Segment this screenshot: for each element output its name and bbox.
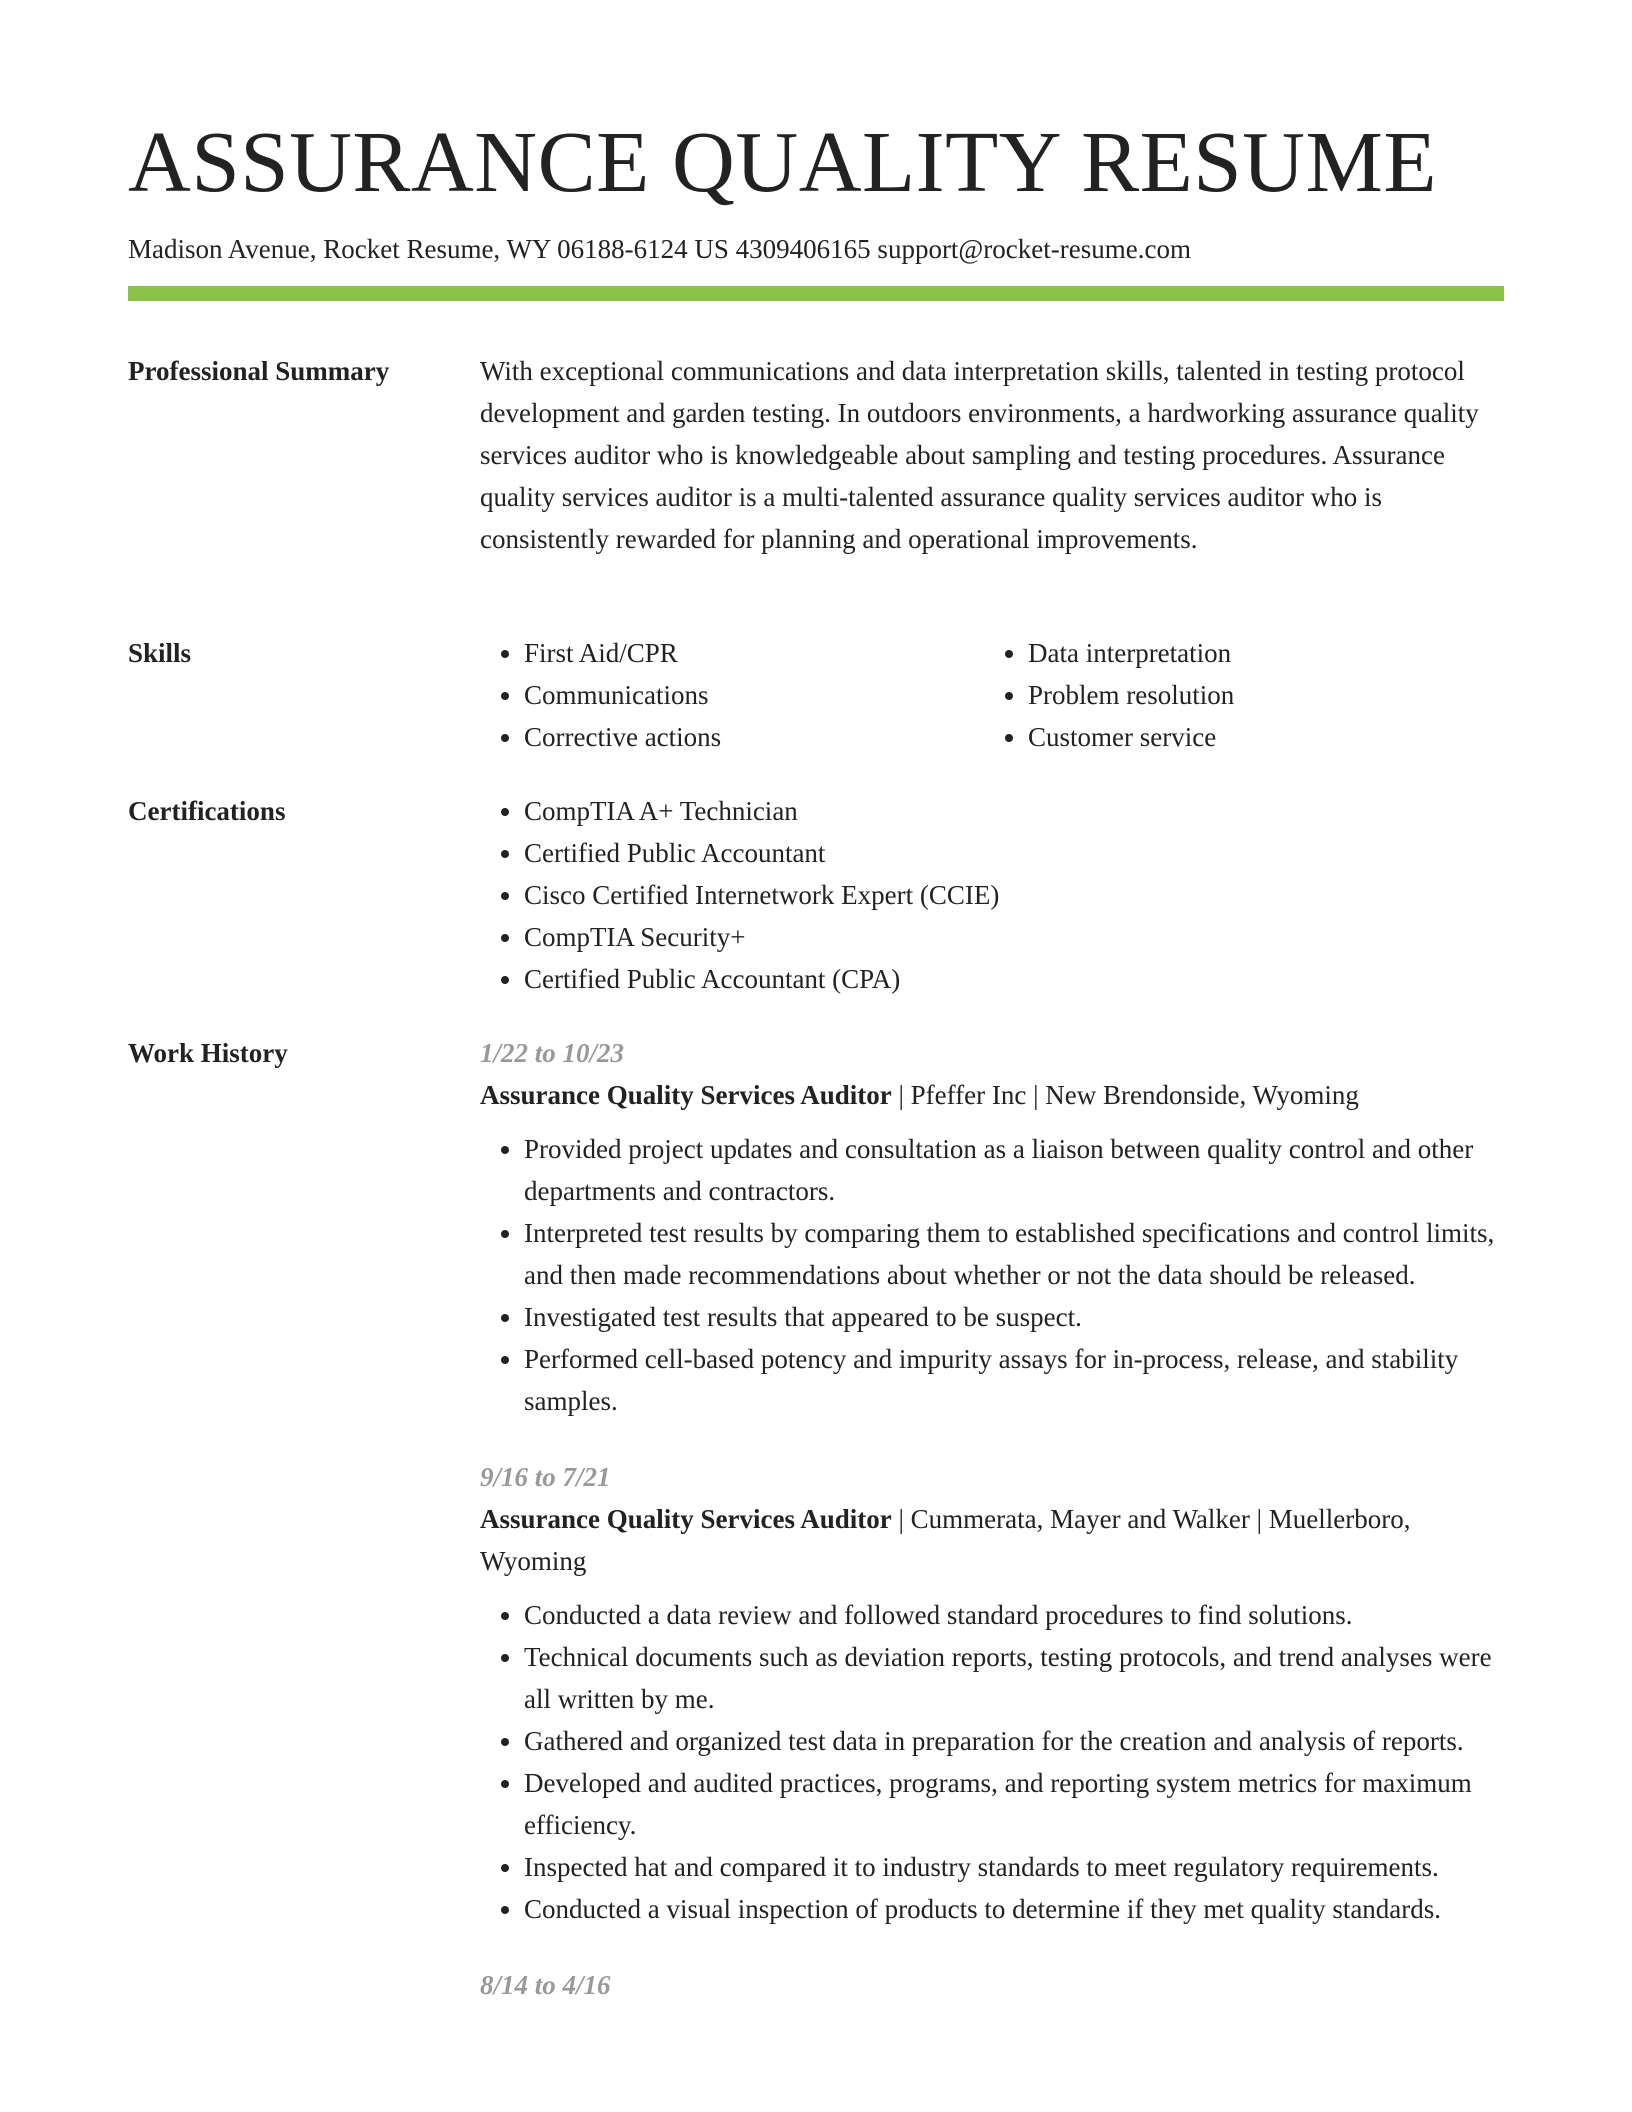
job-title: Assurance Quality Services Auditor [480,1504,892,1534]
job-dates: 1/22 to 10/23 [480,1038,625,1068]
job-details: | Cummerata, Mayer and Walker | Muellerboro, Wyoming [480,1504,1411,1576]
job-heading [480,1074,1504,1116]
certification-item: • CompTIA Security+ [524,916,1504,958]
summary-text: With exceptional communications and data interpretation skills, talented in testing protocol development and garden testing. In outdoors environments, a hardworking assurance quality services auditor who is knowledgeable about sampling and testing procedures. Assurance quality services auditor is a multi-talented assurance quality services auditor who is consistently rewarded for planning and operational improvements. [480,356,1479,554]
job-bullet: • Performed cell-based potency and impurity assays for in-process, release, and stability samples. [524,1338,1504,1422]
job-bullet: • Gathered and organized test data in preparation for the creation and analysis of reports. [524,1720,1504,1762]
job-bullet: • Inspected hat and compared it to industry standards to meet regulatory requirements. [524,1846,1504,1888]
skill-item: • Customer service [1028,716,1488,758]
job-bullet: • Technical documents such as deviation reports, testing protocols, and trend analyses were all written by me. [524,1636,1504,1720]
job-details: | Pfeffer Inc | New Brendonside, Wyoming [891,1080,1359,1110]
job-entry [480,1032,1504,1422]
certification-item: • Cisco Certified Internetwork Expert (CCIE) [524,874,1504,916]
job-bullet: • Developed and audited practices, programs, and reporting system metrics for maximum efficiency. [524,1762,1504,1846]
job-bullet: • Interpreted test results by comparing them to established specifications and control limits, and then made recommendations about whether or not the data should be released. [524,1212,1504,1296]
accent-divider [128,286,1504,301]
certification-item: • Certified Public Accountant (CPA) [524,958,1504,1000]
job-heading [480,1498,1504,1582]
skills-heading: Skills [128,638,192,668]
summary-heading: Professional Summary [128,356,390,386]
skill-item: • Problem resolution [1028,674,1488,716]
contact-line: Madison Avenue, Rocket Resume, WY 06188-6124 US 4309406165 support@rocket-resume.com [128,234,1191,264]
job-bullet: • Conducted a data review and followed standard procedures to find solutions. [524,1594,1504,1636]
skill-item: • Data interpretation [1028,632,1488,674]
skill-item: • Corrective actions [524,716,984,758]
certifications-heading: Certifications [128,796,286,826]
skills-list-left [480,632,984,758]
job-bullet: • Investigated test results that appeared to be suspect. [524,1296,1504,1338]
job-bullets [480,1594,1504,1930]
certification-item: • CompTIA A+ Technician [524,790,1504,832]
skill-item: • Communications [524,674,984,716]
job-dates: 9/16 to 7/21 [480,1462,611,1492]
job-entry [480,1964,1504,2006]
job-bullets [480,1128,1504,1422]
job-entry [480,1456,1504,1930]
job-bullet: • Provided project updates and consultation as a liaison between quality control and other departments and contractors. [524,1128,1504,1212]
skills-list-right [984,632,1488,758]
skill-item: • First Aid/CPR [524,632,984,674]
resume-title: ASSURANCE QUALITY RESUME [128,113,1438,210]
job-title: Assurance Quality Services Auditor [480,1080,892,1110]
certification-item: • Certified Public Accountant [524,832,1504,874]
job-bullet: • Conducted a visual inspection of products to determine if they met quality standards. [524,1888,1504,1930]
certifications-list [480,790,1504,1000]
work-history-heading: Work History [128,1038,288,1068]
job-dates: 8/14 to 4/16 [480,1970,611,2000]
